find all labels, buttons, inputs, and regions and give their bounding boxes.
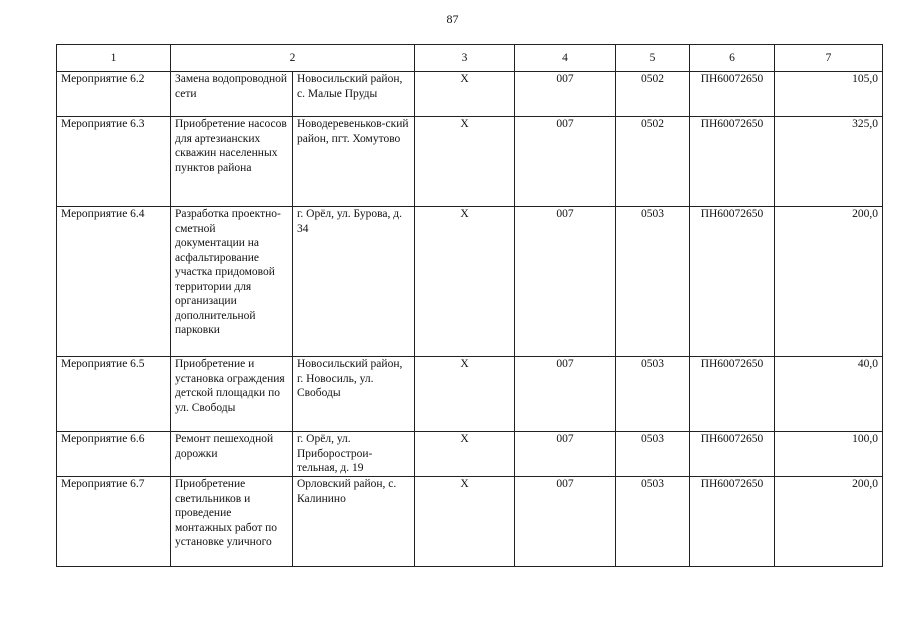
col4-cell: 007 [515,357,616,432]
event-cell: Мероприятие 6.2 [57,72,171,117]
header-row [57,45,883,72]
col7-cell: 40,0 [775,357,883,432]
location-cell: Новодеревеньков-ский район, пгт. Хомутово [293,117,415,207]
col5-cell: 0503 [616,357,690,432]
page-number: 87 [446,12,459,26]
col6-cell: ПН60072650 [690,72,775,117]
col5-cell: 0503 [616,477,690,567]
col5-cell: 0502 [616,117,690,207]
header-col-2: 2 [171,45,415,72]
event-cell: Мероприятие 6.4 [57,207,171,357]
col3-cell: Х [415,207,515,357]
event-cell: Мероприятие 6.5 [57,357,171,432]
col7-cell: 105,0 [775,72,883,117]
budget-table [56,44,883,567]
table-row [57,357,883,432]
col6-cell: ПН60072650 [690,357,775,432]
col6-cell: ПН60072650 [690,117,775,207]
location-cell: Орловский район, с. Калинино [293,477,415,567]
event-cell: Мероприятие 6.6 [57,432,171,477]
col6-cell: ПН60072650 [690,207,775,357]
col5-cell: 0503 [616,432,690,477]
name-cell: Замена водопроводной сети [171,72,293,117]
col3-cell: Х [415,432,515,477]
header-col-6: 6 [690,45,775,72]
col7-cell: 200,0 [775,207,883,357]
header-col-5: 5 [616,45,690,72]
col7-cell: 200,0 [775,477,883,567]
name-cell: Разработка проектно-сметной документации на асфальтирование участка придомовой территории для организации дополнительной парковки [171,207,293,357]
col3-cell: Х [415,117,515,207]
table-row [57,72,883,117]
col3-cell: Х [415,72,515,117]
name-cell: Приобретение насосов для артезианских скважин населенных пунктов района [171,117,293,207]
col4-cell: 007 [515,477,616,567]
name-cell: Ремонт пешеходной дорожки [171,432,293,477]
col4-cell: 007 [515,207,616,357]
location-cell: Новосильский район, г. Новосиль, ул. Свободы [293,357,415,432]
location-cell: г. Орёл, ул. Бурова, д. 34 [293,207,415,357]
col4-cell: 007 [515,72,616,117]
name-cell: Приобретение и установка ограждения детской площадки по ул. Свободы [171,357,293,432]
header-col-7: 7 [775,45,883,72]
col4-cell: 007 [515,432,616,477]
col6-cell: ПН60072650 [690,432,775,477]
table-row [57,117,883,207]
location-cell: Новосильский район, с. Малые Пруды [293,72,415,117]
header-col-1: 1 [57,45,171,72]
event-cell: Мероприятие 6.3 [57,117,171,207]
col7-cell: 100,0 [775,432,883,477]
name-cell: Приобретение светильников и проведение монтажных работ по установке уличного [171,477,293,567]
table-row [57,477,883,567]
header-col-3: 3 [415,45,515,72]
header-col-4: 4 [515,45,616,72]
table-row [57,432,883,477]
table-row [57,207,883,357]
col3-cell: Х [415,357,515,432]
col4-cell: 007 [515,117,616,207]
col3-cell: Х [415,477,515,567]
col7-cell: 325,0 [775,117,883,207]
col5-cell: 0503 [616,207,690,357]
col5-cell: 0502 [616,72,690,117]
event-cell: Мероприятие 6.7 [57,477,171,567]
col6-cell: ПН60072650 [690,477,775,567]
location-cell: г. Орёл, ул. Приборострои-тельная, д. 19 [293,432,415,477]
